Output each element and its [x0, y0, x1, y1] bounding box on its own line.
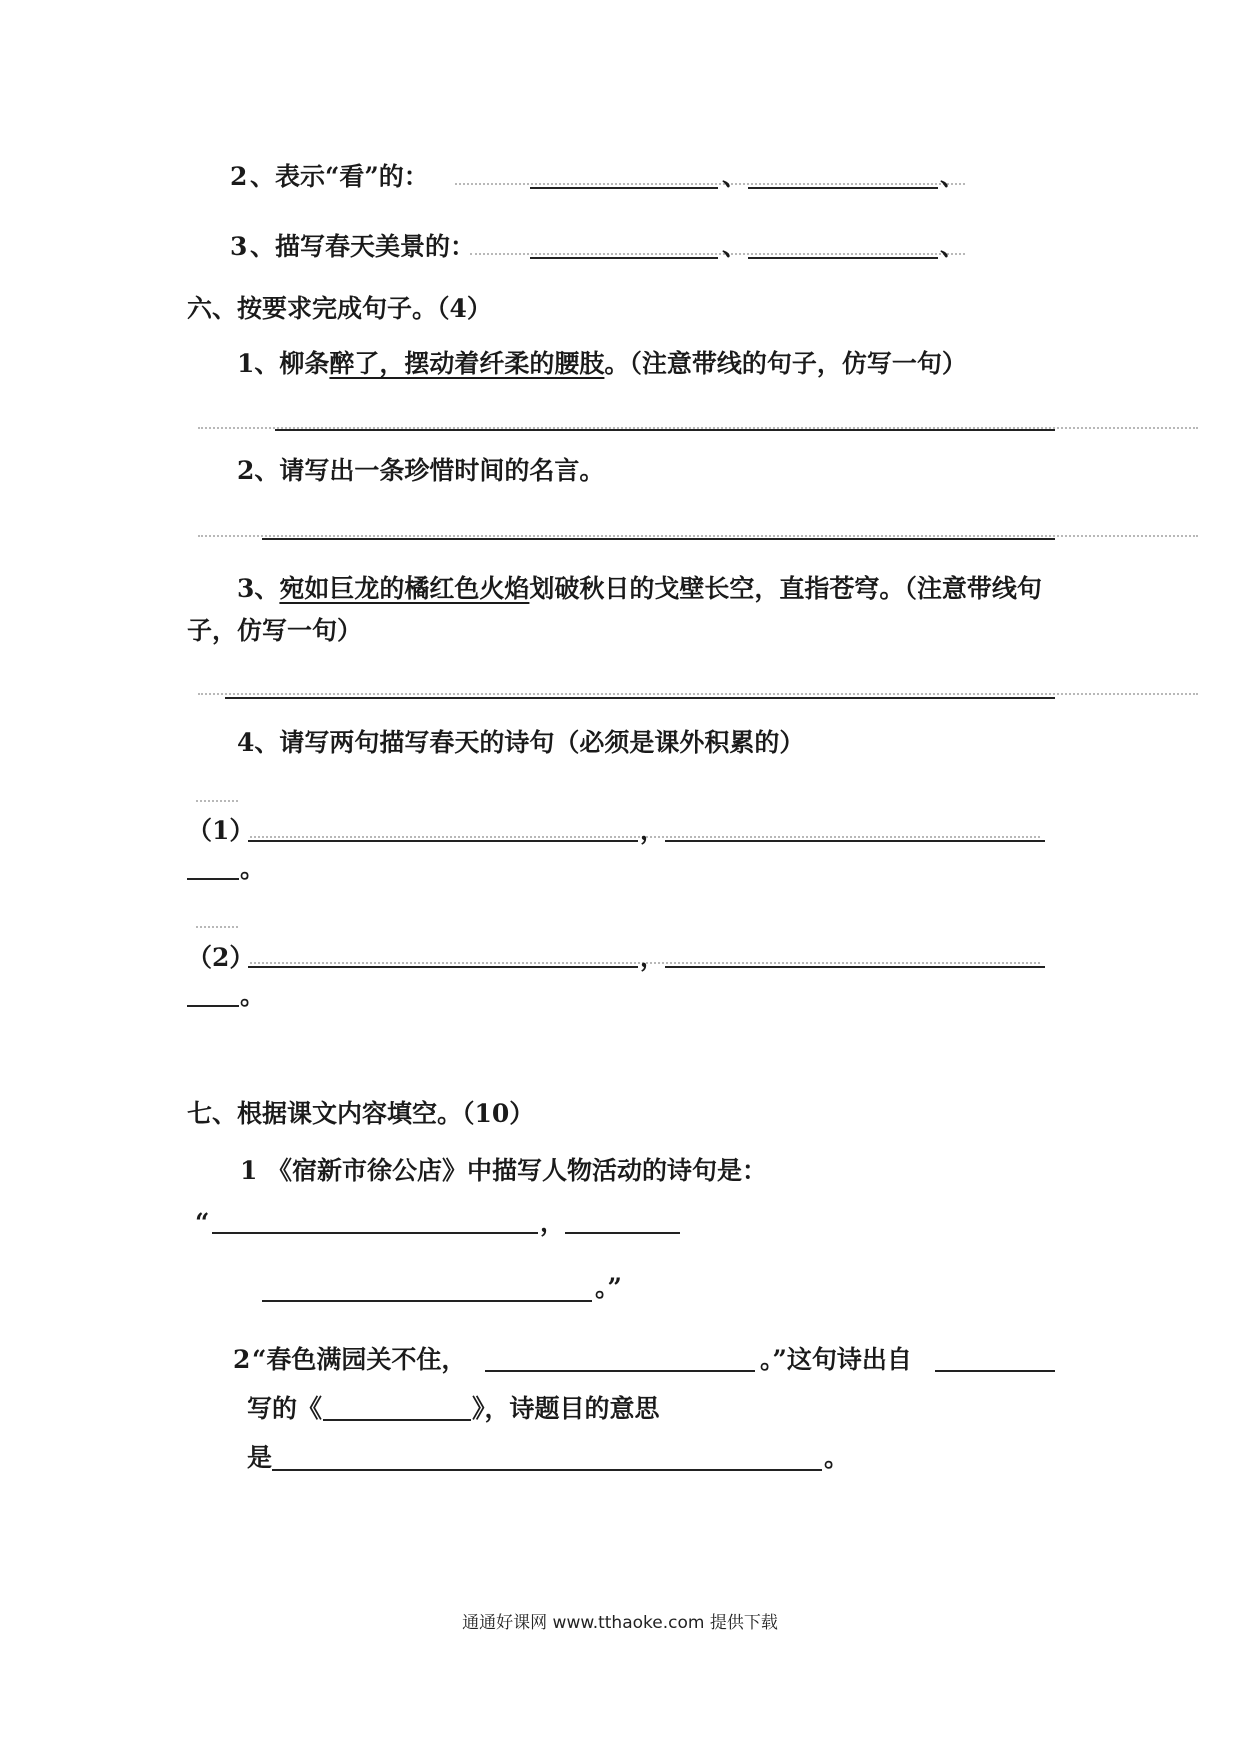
q6-4-1-dotted-mark — [196, 800, 238, 802]
q6-3-prompt-line-2: 子，仿写一句） — [187, 616, 363, 645]
q6-3-underlined-phrase: 宛如巨龙的橘红色火焰 — [279, 574, 530, 603]
q6-4-prompt: 4、请写两句描写春天的诗句（必须是课外积累的） — [237, 728, 805, 757]
q6-1-underlined-phrase: 醉了，摆动着纤柔的腰肢 — [329, 349, 605, 378]
q6-1-prompt — [237, 348, 967, 380]
q6-1-suffix: 。（注意带线的句子，仿写一句） — [604, 349, 967, 378]
q7-2-text-a: “春色满园关不住， — [252, 1345, 467, 1374]
footer-credit: 通通好课网 www.tthaoke.com 提供下载 — [462, 1613, 778, 1633]
q6-2-answer-line[interactable] — [262, 538, 1055, 540]
q5-2-answer-blank-2[interactable] — [748, 187, 938, 189]
section-6-title: 六、按要求完成句子。（4） — [187, 294, 492, 323]
q7-1-answer-blank-1[interactable] — [212, 1232, 538, 1234]
q6-3-prompt — [237, 573, 1042, 605]
q7-1-prompt: 《宿新市徐公店》中描写人物活动的诗句是： — [267, 1156, 768, 1185]
q6-4-2-answer-blank-2[interactable] — [665, 966, 1045, 968]
q7-1-open-quote: “ — [195, 1208, 210, 1237]
q6-1-prefix: 1、柳条 — [237, 349, 330, 378]
q7-1-answer-blank-2[interactable] — [565, 1232, 680, 1234]
q6-4-2-answer-blank-3[interactable] — [187, 1005, 239, 1007]
q6-4-2-period: 。 — [240, 981, 266, 1010]
q6-1-answer-line[interactable] — [275, 429, 1055, 431]
q5-3-label: 、描写春天美景的： — [250, 232, 476, 261]
q7-2-line2-a: 写的《 — [247, 1394, 323, 1423]
q5-2-answer-blank-1[interactable] — [530, 187, 718, 189]
q6-4-1-period: 。 — [240, 854, 266, 883]
q7-2-number: 2 — [233, 1345, 251, 1374]
q6-4-1-answer-blank-3[interactable] — [187, 878, 239, 880]
q6-4-1-answer-blank-1[interactable] — [248, 840, 638, 842]
q7-1-number: 1 — [240, 1156, 258, 1185]
q6-3-suffix: 划破秋日的戈壁长空，直指苍穹。（注意带线句 — [529, 574, 1042, 603]
q5-3-answer-blank-2[interactable] — [748, 257, 938, 259]
q6-4-2-comma: ， — [640, 943, 666, 972]
q5-3-number: 3 — [230, 232, 248, 261]
q6-3-answer-line[interactable] — [225, 697, 1055, 699]
q7-2-line2-b: 》，诗题目的意思 — [472, 1394, 660, 1423]
q5-3-answer-blank-1[interactable] — [530, 257, 718, 259]
q6-4-1-number: （1） — [187, 816, 255, 845]
q5-2-separator-2: 、 — [940, 162, 966, 191]
q6-4-2-answer-blank-1[interactable] — [248, 966, 638, 968]
q6-2-prompt: 2、请写出一条珍惜时间的名言。 — [237, 456, 605, 485]
q7-2-answer-blank-2[interactable] — [935, 1370, 1055, 1372]
q5-3-separator-2: 、 — [940, 232, 966, 261]
q6-4-1-comma: ， — [640, 816, 666, 845]
q7-2-period: 。 — [824, 1443, 850, 1472]
q6-3-prefix: 3、 — [237, 574, 280, 603]
q6-3-dotted-guide — [198, 693, 1198, 695]
q7-1-comma: ， — [540, 1208, 566, 1237]
q7-2-answer-blank-1[interactable] — [485, 1370, 755, 1372]
q5-2-dotted-guide — [455, 183, 965, 185]
q5-2-separator-1: 、 — [722, 162, 748, 191]
q6-4-1-answer-blank-2[interactable] — [665, 840, 1045, 842]
q7-2-answer-blank-3[interactable] — [323, 1419, 471, 1421]
q7-1-close: 。” — [595, 1273, 622, 1302]
q6-2-dotted-guide — [198, 535, 1198, 537]
q5-2-label: 、表示“看”的： — [250, 162, 429, 191]
q7-2-answer-blank-4[interactable] — [272, 1469, 822, 1471]
section-7-title: 七、根据课文内容填空。（10） — [187, 1099, 535, 1128]
q5-3-dotted-guide — [470, 253, 965, 255]
q7-2-line3: 是 — [247, 1443, 273, 1472]
q7-2-text-b: 。”这句诗出自 — [760, 1345, 912, 1374]
q5-3-separator-1: 、 — [722, 232, 748, 261]
q6-4-2-dotted-mark — [196, 926, 238, 928]
q6-4-2-number: （2） — [187, 943, 255, 972]
q5-2-number: 2 — [230, 162, 248, 191]
q7-1-answer-blank-3[interactable] — [262, 1300, 592, 1302]
